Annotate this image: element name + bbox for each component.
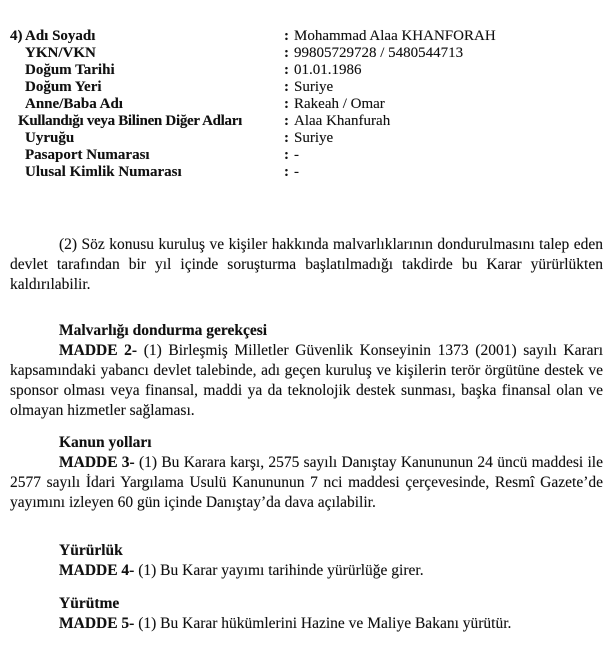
identity-record-block (10, 28, 603, 181)
section-body (10, 341, 603, 421)
field-value: Suriye (294, 79, 334, 95)
madde-label: MADDE 2- (59, 342, 138, 359)
field-separator: : (284, 164, 289, 180)
identity-row-birth-date (10, 62, 603, 79)
field-separator: : (284, 113, 289, 129)
field-separator: : (284, 79, 289, 95)
section-heading: Malvarlığı dondurma gerekçesi (59, 322, 268, 339)
identity-row-national-id-number (10, 164, 603, 181)
field-separator: : (284, 28, 289, 44)
section-heading: Yürütme (59, 595, 120, 612)
section-yurutme (10, 594, 603, 634)
field-value: 01.01.1986 (294, 62, 362, 78)
field-label: Anne/Baba Adı (25, 96, 123, 112)
field-label: Pasaport Numarası (25, 147, 150, 163)
field-label: Doğum Yeri (25, 79, 102, 95)
madde-label: MADDE 3- (59, 454, 135, 471)
identity-row-ykn-vkn (10, 45, 603, 62)
field-label: Doğum Tarihi (25, 62, 115, 78)
clause-2-paragraph: (2) Söz konusu kuruluş ve kişiler hakkında malvarlıklarının dondurulmasını talep eden devlet tarafından bir yıl içinde soruşturma başlatılmadığı takdirde bu Karar yürürlükten kaldırılabilir. (10, 236, 603, 293)
madde-text: (1) Birleşmiş Milletler Güvenlik Konseyinin 1373 (2001) sayılı Kararı kapsamındaki yabancı devlet talebinde, adı geçen kuruluş ve kişilerin terör örgütüne destek ve sponsor olması veya finansal, maddi ya da teknolojik destek sunması, başka finansal olan ve olmayan hizmetler sağlaması. (10, 342, 603, 419)
field-value: - (294, 147, 299, 163)
section-malvarligi-dondurma-gerekcesi (10, 321, 603, 421)
section-heading: Kanun yolları (59, 434, 152, 451)
field-separator: : (284, 62, 289, 78)
section-kanun-yollari (10, 433, 603, 513)
field-value: - (294, 164, 299, 180)
madde-label: MADDE 5- (59, 615, 135, 632)
identity-row-birth-place (10, 79, 603, 96)
field-label: YKN/VKN (25, 45, 96, 61)
field-label: Uyruğu (25, 130, 75, 146)
identity-row-name (10, 28, 603, 45)
field-value: Mohammad Alaa KHANFORAH (294, 28, 496, 44)
identity-row-parents (10, 96, 603, 113)
field-label: Kullandığı veya Bilinen Diğer Adları (18, 113, 242, 129)
field-value: 99805729728 / 5480544713 (294, 45, 464, 61)
field-separator: : (284, 45, 289, 61)
identity-row-passport-number (10, 147, 603, 164)
field-separator: : (284, 130, 289, 146)
identity-row-nationality (10, 130, 603, 147)
field-label: Ulusal Kimlik Numarası (25, 164, 182, 180)
record-item-number: 4) (10, 28, 23, 44)
section-body (10, 453, 603, 513)
field-label: Adı Soyadı (25, 28, 96, 44)
field-value: Rakeah / Omar (294, 96, 385, 112)
section-body (10, 561, 603, 581)
section-heading: Yürürlük (59, 542, 123, 559)
madde-label: MADDE 4- (59, 562, 135, 579)
field-separator: : (284, 147, 289, 163)
identity-row-aliases (3, 113, 603, 130)
section-body (10, 614, 603, 634)
field-value: Alaa Khanfurah (294, 113, 391, 129)
madde-text: (1) Bu Karar hükümlerini Hazine ve Maliye Bakanı yürütür. (138, 615, 512, 632)
field-value: Suriye (294, 130, 334, 146)
madde-text: (1) Bu Karara karşı, 2575 sayılı Danıştay Kanununun 24 üncü maddesi ile 2577 sayılı İdari Yargılama Usulü Kanununun 7 nci maddesi çerçevesinde, Resmî Gazete’de yayımını izleyen 60 gün içinde Danıştay’da dava açılabilir. (10, 454, 603, 511)
madde-text: (1) Bu Karar yayımı tarihinde yürürlüğe girer. (138, 562, 424, 579)
section-yururluk (10, 541, 603, 581)
field-separator: : (284, 96, 289, 112)
